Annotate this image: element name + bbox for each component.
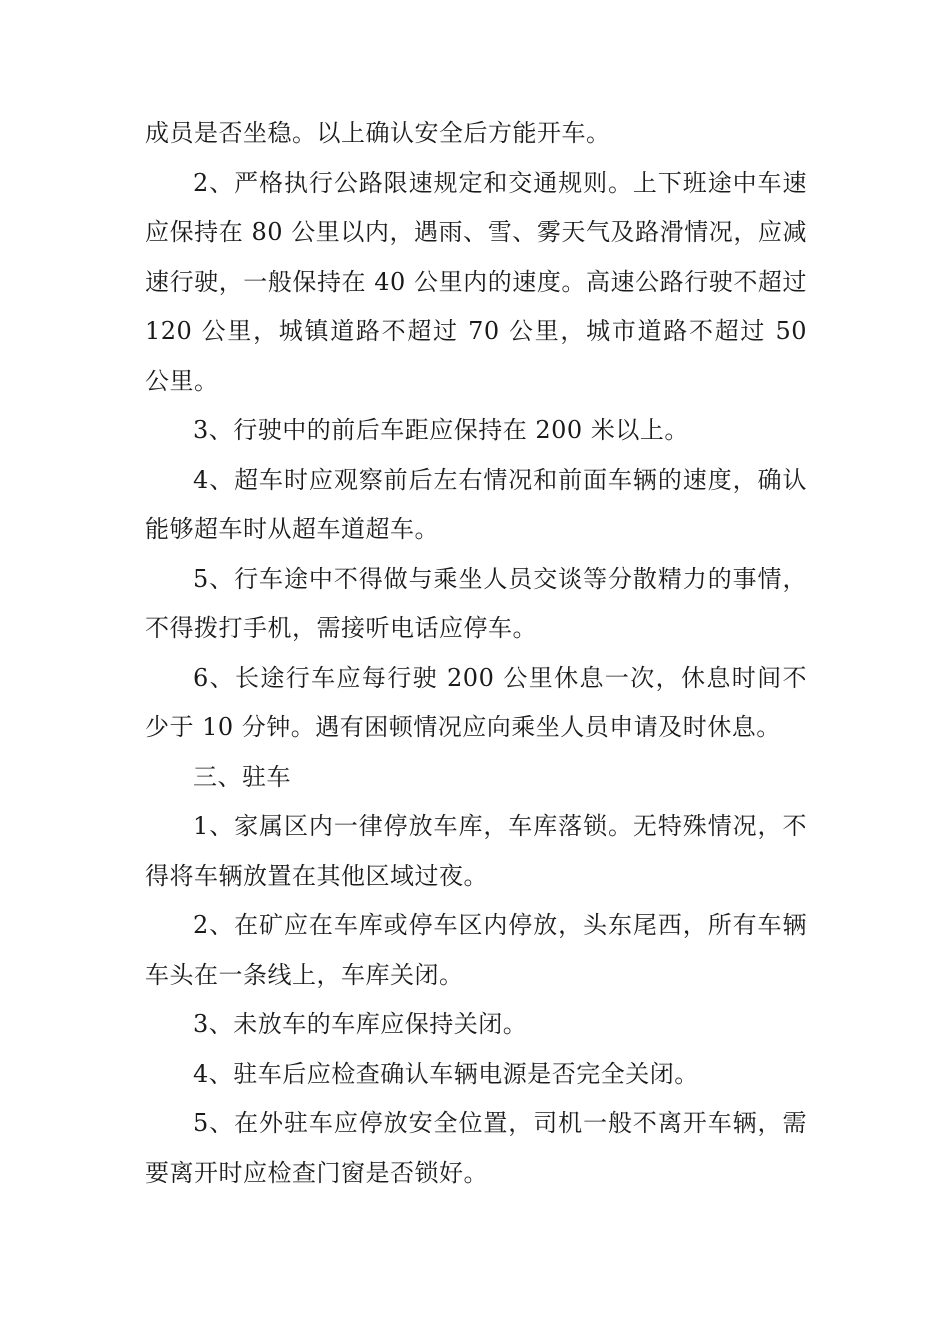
section-heading-parking: 三、驻车 <box>193 762 291 791</box>
paragraph-long-distance-rest: 6、长途行车应每行驶 200 公里休息一次，休息时间不少于 10 分钟。遇有困顿情况应向乘坐人员申请及时休息。 <box>145 663 807 741</box>
paragraph-empty-garage: 3、未放车的车库应保持关闭。 <box>193 1010 528 1038</box>
paragraph-power-check: 4、驻车后应检查确认车辆电源是否完全关闭。 <box>193 1059 699 1088</box>
paragraph-mine-parking: 2、在矿应在车库或停车区内停放，头东尾西，所有车辆车头在一条线上，车库关闭。 <box>145 911 807 989</box>
paragraph-residential-parking: 1、家属区内一律停放车库，车库落锁。无特殊情况，不得将车辆放置在其他区域过夜。 <box>145 812 807 890</box>
paragraph-overtaking: 4、超车时应观察前后左右情况和前面车辆的速度，确认能够超车时从超车道超车。 <box>145 465 807 543</box>
paragraph-following-distance: 3、行驶中的前后车距应保持在 200 米以上。 <box>193 416 689 444</box>
paragraph-speed-limit: 2、严格执行公路限速规定和交通规则。上下班途中车速应保持在 80 公里以内，遇雨、雪、雾天气及路滑情况，应减速行驶，一般保持在 40 公里内的速度。高速公路行驶不超过 120 公里，城镇道路不超过 70 公里，城市道路不超过 50 公里。 <box>145 168 807 395</box>
paragraph-distraction: 5、行车途中不得做与乘坐人员交谈等分散精力的事情，不得拨打手机，需接听电话应停车。 <box>145 564 807 642</box>
paragraph-outside-parking: 5、在外驻车应停放安全位置，司机一般不离开车辆，需要离开时应检查门窗是否锁好。 <box>145 1109 807 1187</box>
paragraph-continuation: 成员是否坐稳。以上确认安全后方能开车。 <box>145 119 611 147</box>
document-body <box>145 109 807 1198</box>
